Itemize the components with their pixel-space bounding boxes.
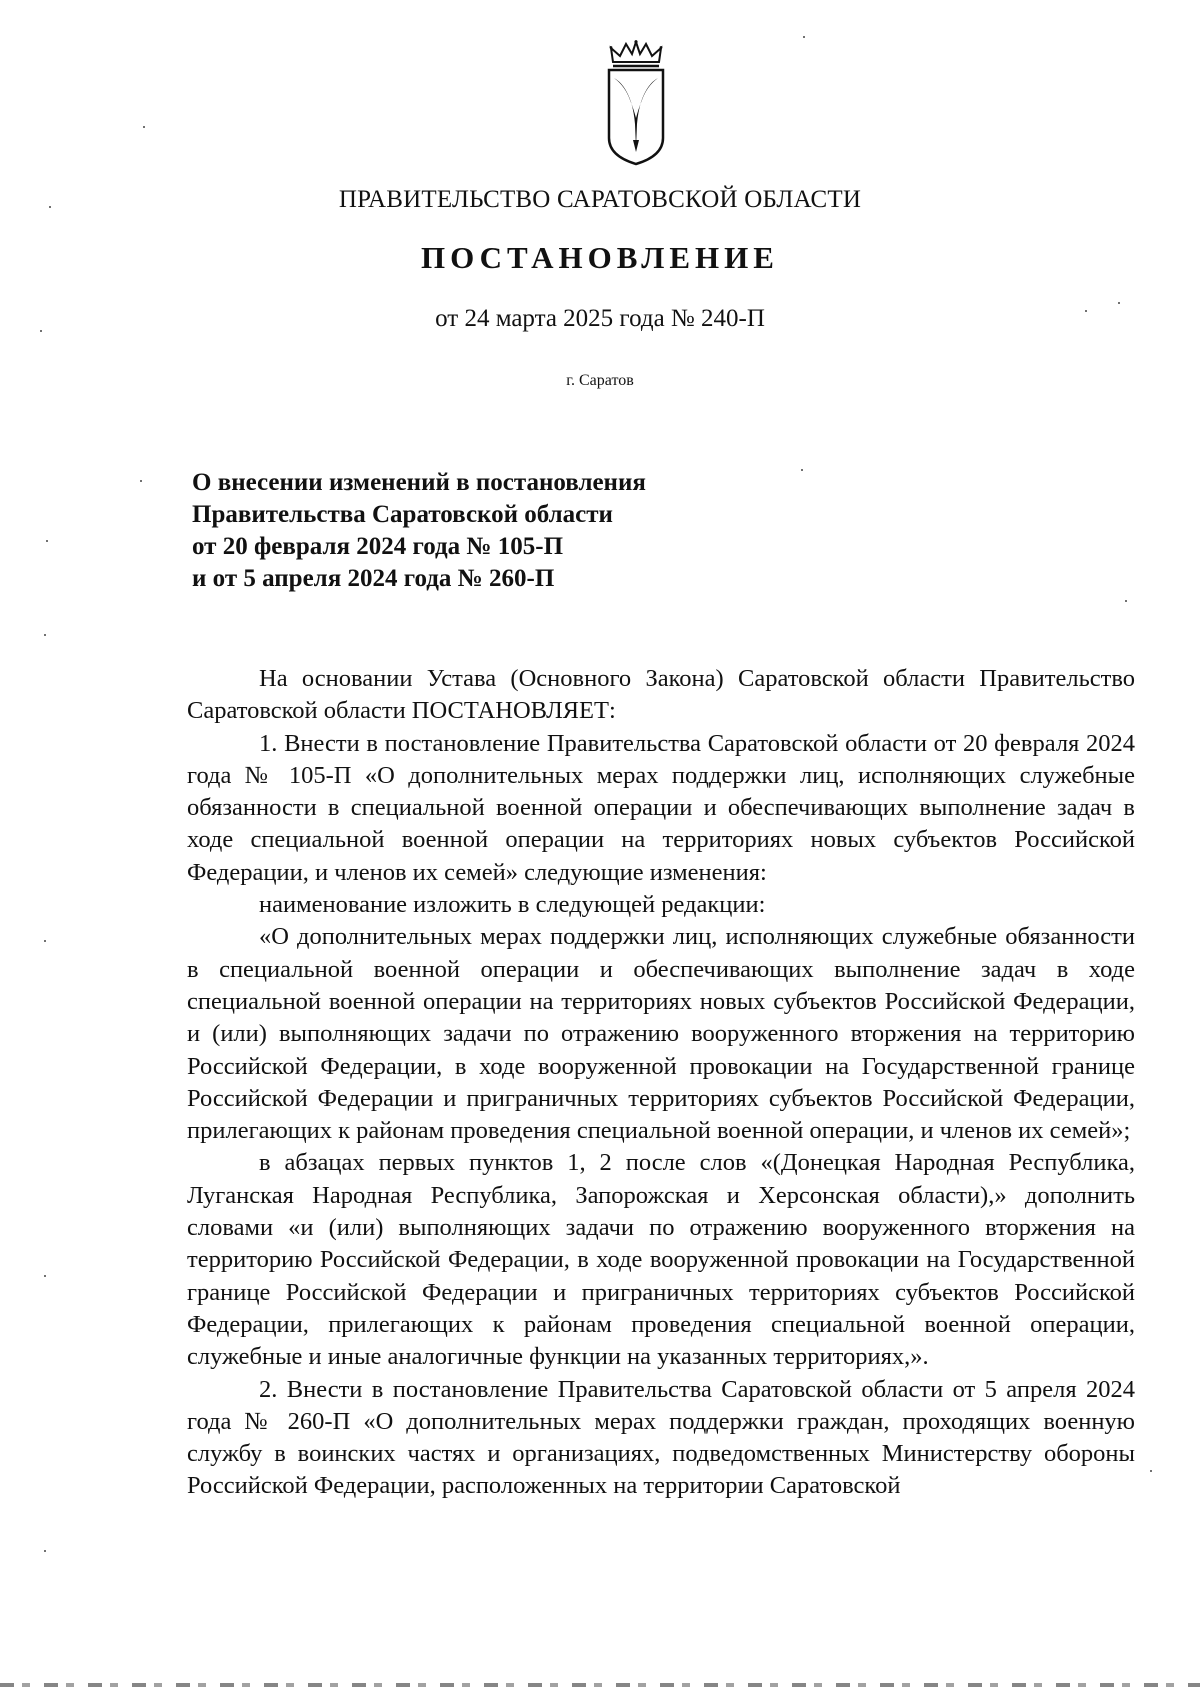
document-date-number: от 24 марта 2025 года № 240-П — [435, 305, 765, 332]
new-title-paragraph: «О дополнительных мерах поддержки лиц, исполняющих служебные обязанности в специальной военной операции и обеспечивающих выполнение задач в ходе специальной военной операции на территориях новых субъектов Российской Федерации, и (или) выполняющих задачи по отражению вооруженного вторжения на территорию Российской Федерации, в ходе вооруженной провокации на Государственной границе Российской Федерации и приграничных территориях субъектов Российской Федерации, прилегающих к районам проведения специальной военной операции, и членов их семей»; — [187, 923, 1135, 1145]
item-1-paragraph: 1. Внести в постановление Правительства Саратовской области от 20 февраля 2024 года № 105-П «О дополнительных мерах поддержки лиц, исполняющих служебные обязанности в специальной военной операции и обеспечивающих выполнение задач в ходе специальной военной операции на территориях новых субъектов Российской Федерации, и членов их семей» следующие изменения: — [187, 729, 1135, 886]
subject-line: и от 5 апреля 2024 года № 260-П — [192, 565, 555, 592]
government-name: ПРАВИТЕЛЬСТВО САРАТОВСКОЙ ОБЛАСТИ — [338, 186, 862, 213]
subject-line: от 20 февраля 2024 года № 105-П — [192, 533, 564, 560]
scan-bottom-edge — [0, 1683, 1200, 1687]
title-change-paragraph: наименование изложить в следующей редакции: — [259, 891, 766, 919]
addition-paragraph: в абзацах первых пунктов 1, 2 после слов «(Донецкая Народная Республика, Луганская Народная Республика, Запорожская и Херсонская области),» дополнить словами «и (или) выполняющих задачи по отражению вооруженного вторжения на территорию Российской Федерации, в ходе вооруженной провокации на Государственной границе Российской Федерации и приграничных территориях субъектов Российской Федерации, прилегающих к районам проведения специальной военной операции, служебные и иные аналогичные функции на указанных территориях,». — [187, 1149, 1135, 1371]
subject-line: Правительства Саратовской области — [192, 501, 613, 528]
subject-line: О внесении изменений в постановления — [192, 469, 646, 496]
preamble-paragraph: На основании Устава (Основного Закона) Саратовской области Правительство Саратовской области ПОСТАНОВЛЯЕТ: — [187, 665, 1135, 725]
item-2-paragraph: 2. Внести в постановление Правительства Саратовской области от 5 апреля 2024 года № 260-П «О дополнительных мерах поддержки граждан, проходящих военную службу в воинских частях и организациях, подведомственных Министерству обороны Российской Федерации, расположенных на территории Саратовской — [187, 1375, 1135, 1500]
document-subject — [192, 467, 752, 595]
coat-of-arms-icon — [605, 40, 667, 166]
document-body — [187, 663, 1135, 1503]
document-type: ПОСТАНОВЛЕНИЕ — [421, 240, 779, 275]
document-city: г. Саратов — [566, 372, 634, 389]
